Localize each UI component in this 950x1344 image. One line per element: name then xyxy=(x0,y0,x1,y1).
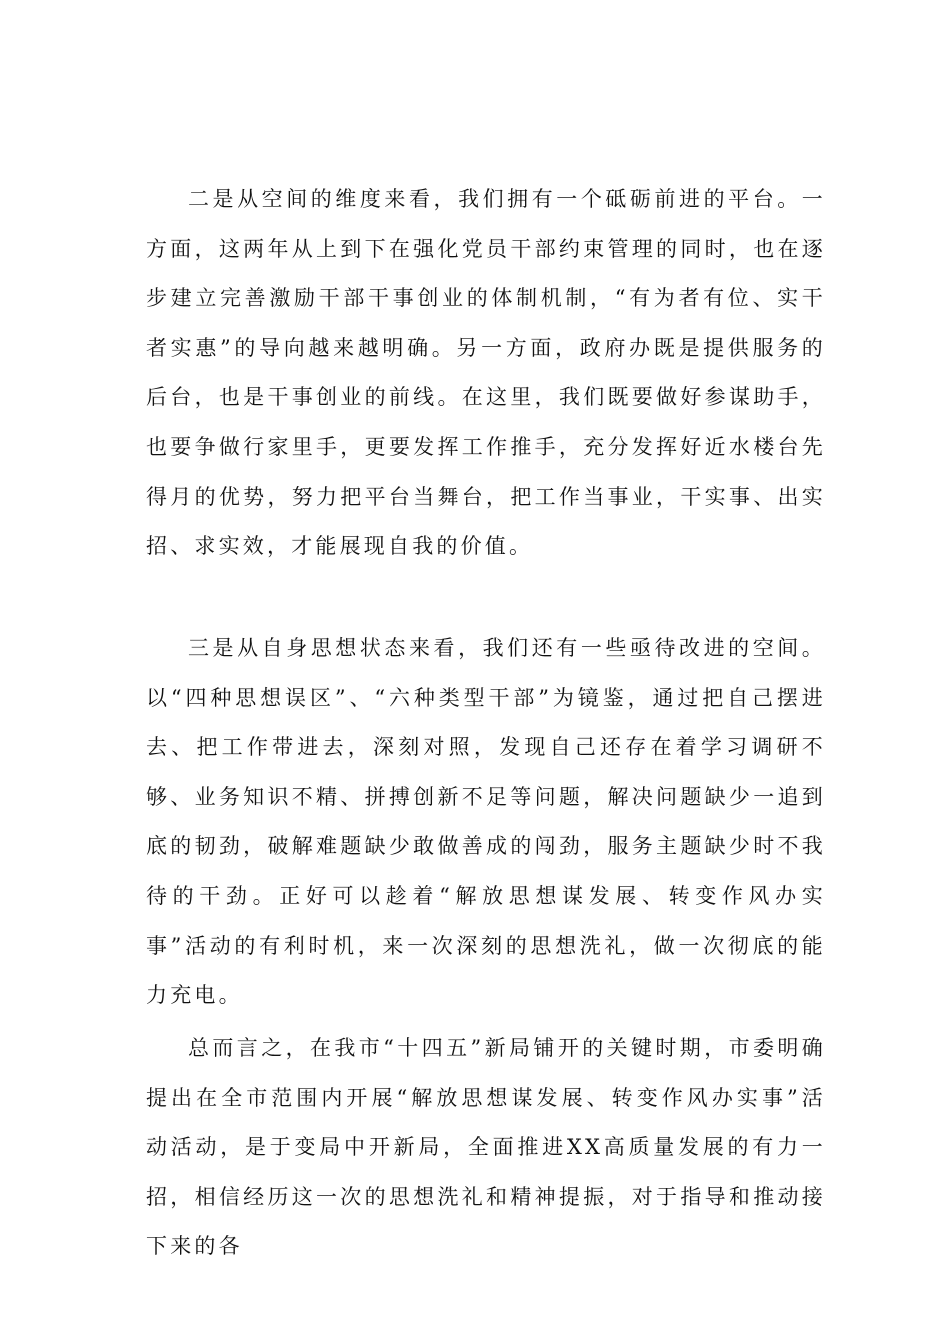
paragraph-thought-state: 三是从自身思想状态来看，我们还有一些亟待改进的空间。以“四种思想误区”、“六种类型干部”为镜鉴，通过把自己摆进去、把工作带进去，深刻对照，发现自己还存在着学习调研不够、业务知识不精、拼搏创新不足等问题，解决问题缺少一追到底的韧劲，破解难题缺少敢做善成的闯劲，服务主题缺少时不我待的干劲。正好可以趁着“解放思想谋发展、转变作风办实事”活动的有利时机，来一次深刻的思想洗礼，做一次彻底的能力充电。 xyxy=(146,636,826,1008)
paragraph-space-dimension: 二是从空间的维度来看，我们拥有一个砥砺前进的平台。一方面，这两年从上到下在强化党员干部约束管理的同时，也在逐步建立完善激励干部干事创业的体制机制，“有为者有位、实干者实惠”的导向越来越明确。另一方面，政府办既是提供服务的后台，也是干事创业的前线。在这里，我们既要做好参谋助手，也要争做行家里手，更要发挥工作推手，充分发挥好近水楼台先得月的优势，努力把平台当舞台，把工作当事业，干实事、出实招、求实效，才能展现自我的价值。 xyxy=(146,187,826,559)
paragraph-summary: 总而言之，在我市“十四五”新局铺开的关键时期，市委明确提出在全市范围内开展“解放思想谋发展、转变作风办实事”活动活动，是于变局中开新局，全面推进XX高质量发展的有力一招，相信经历这一次的思想洗礼和精神提振，对于指导和推动接下来的各 xyxy=(146,1036,826,1259)
